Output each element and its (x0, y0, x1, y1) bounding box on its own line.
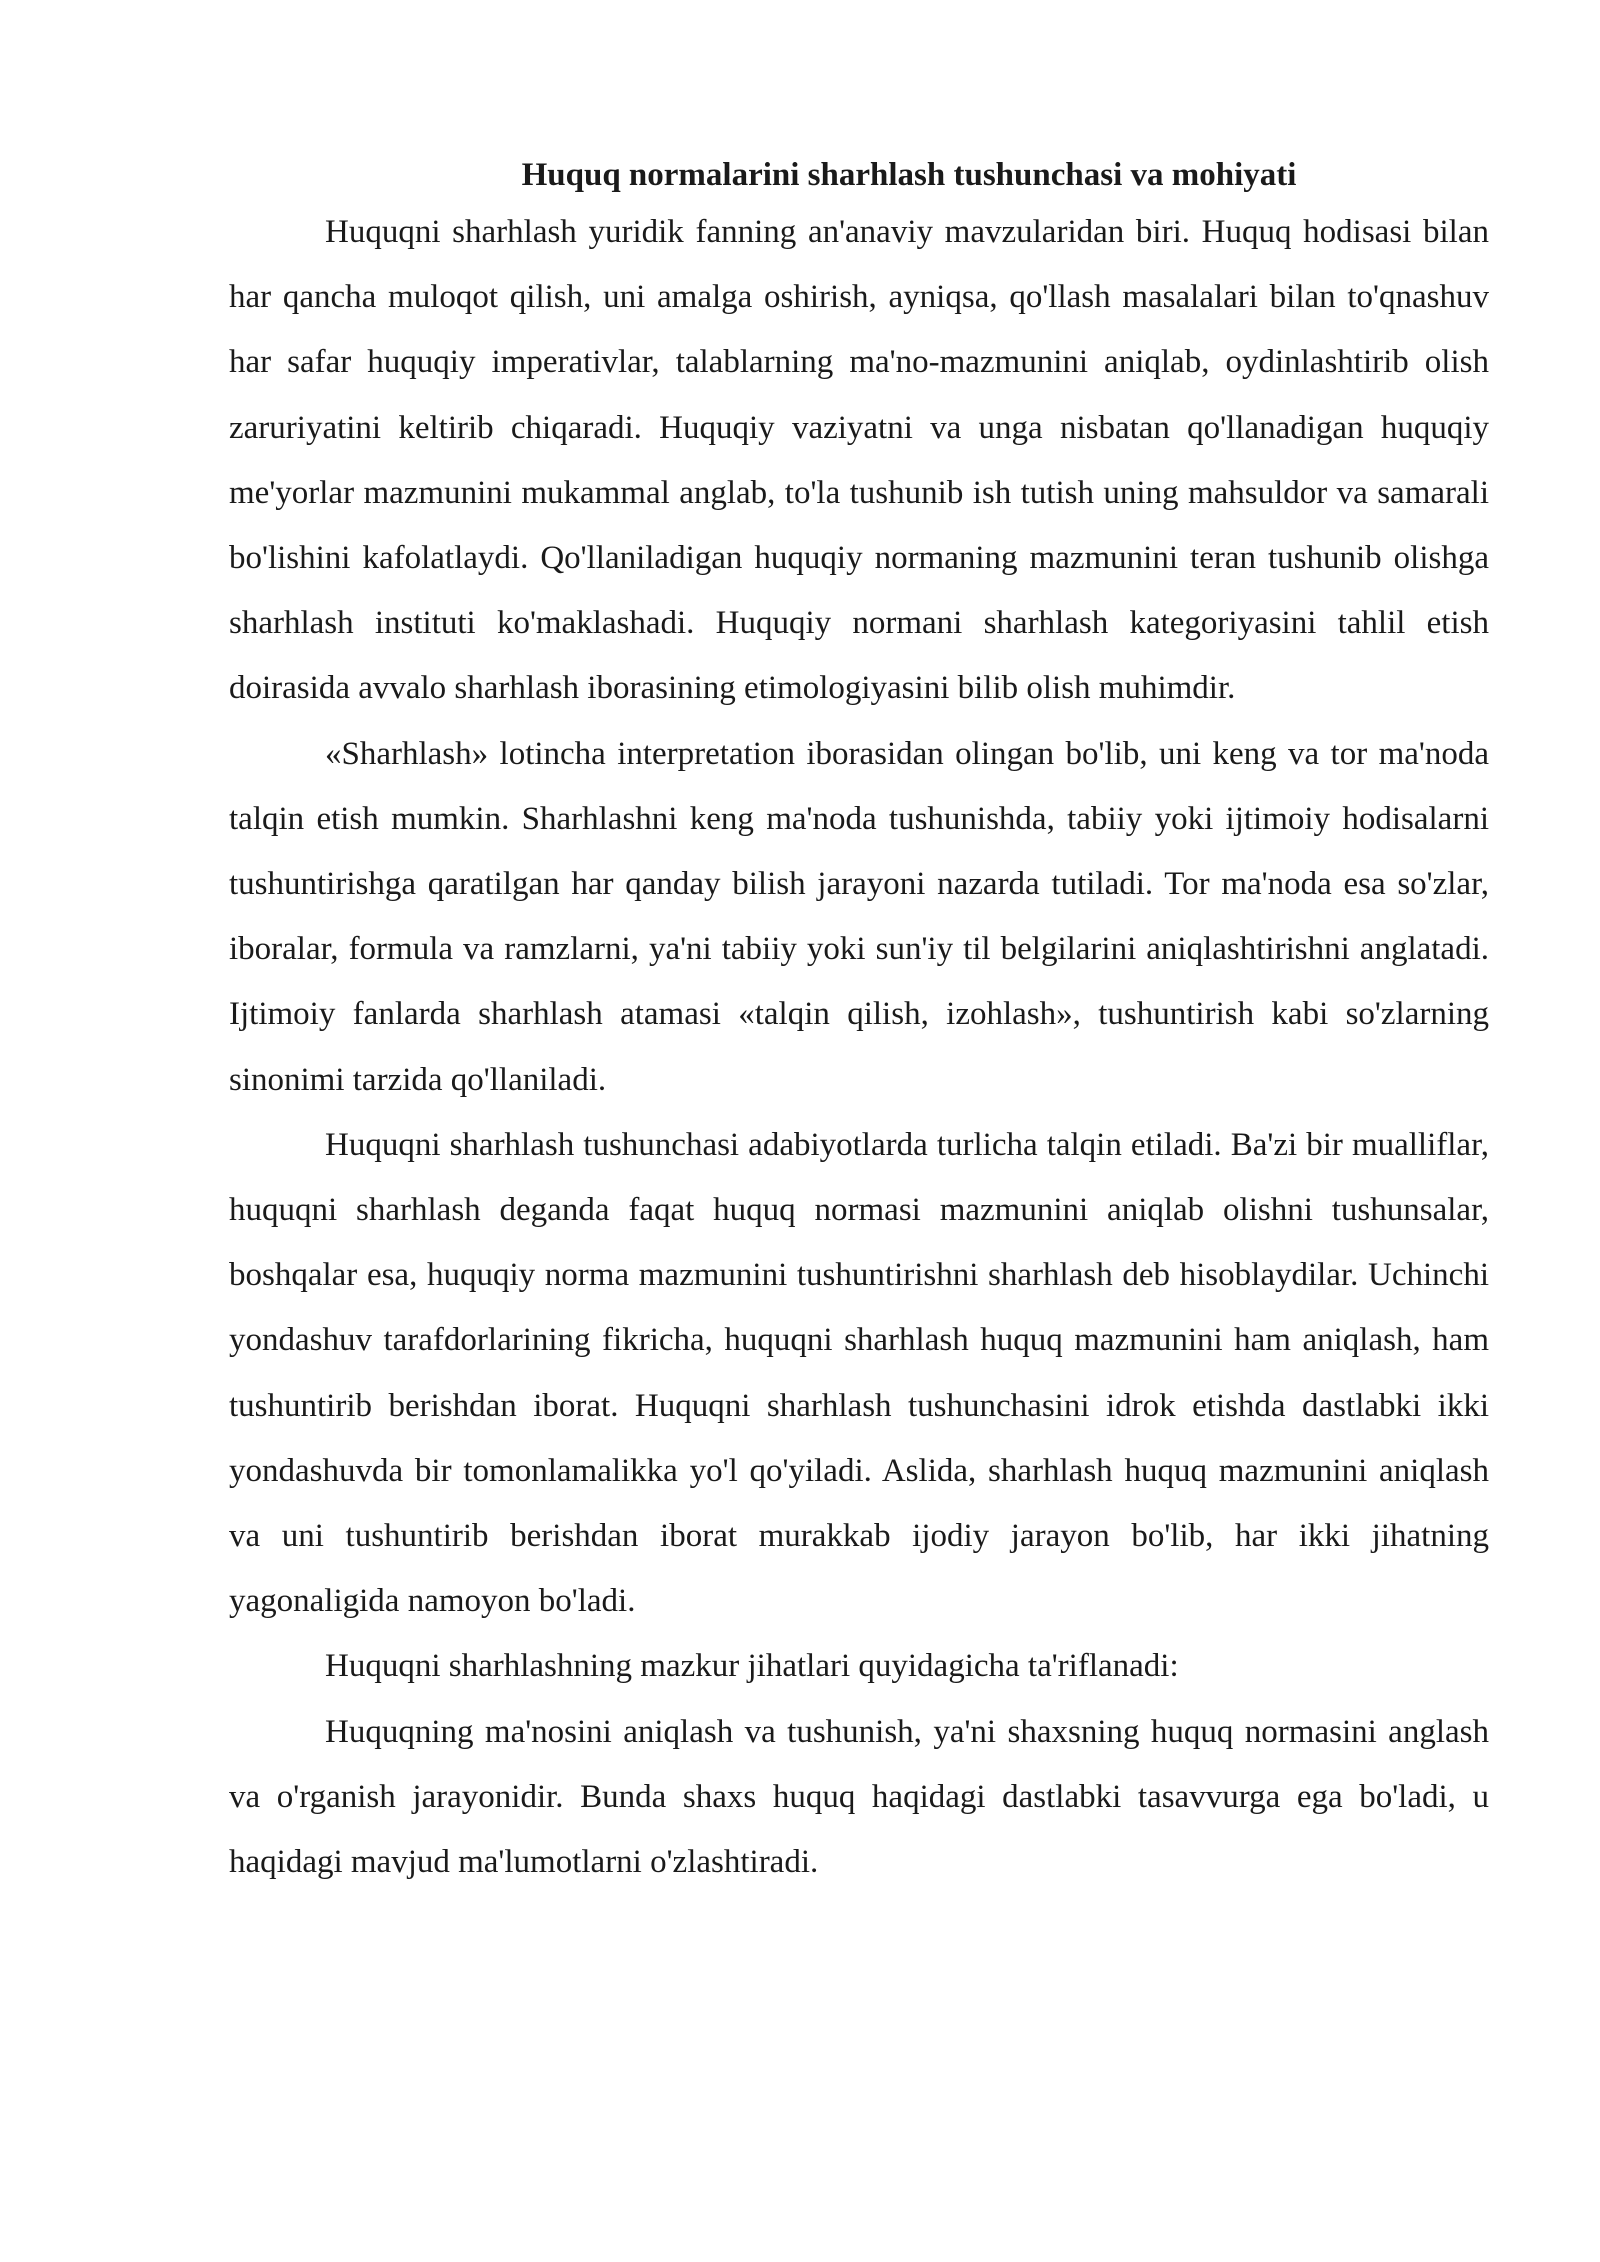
paragraph-3: Huquqni sharhlash tushunchasi adabiyotlarda turlicha talqin etiladi. Ba'zi bir mualliflar, huquqni sharhlash deganda faqat huquq normasi mazmunini aniqlab olishni tushunsalar, boshqalar esa, huquqiy norma mazmunini tushuntirishni sharhlash deb hisoblaydilar. Uchinchi yondashuv tarafdorlarining fikricha, huquqni sharhlash huquq mazmunini ham aniqlash, ham tushuntirib berishdan iborat. Huquqni sharhlash tushunchasini idrok etishda dastlabki ikki yondashuvda bir tomonlamalikka yo'l qo'yiladi. Aslida, sharhlash huquq mazmunini aniqlash va uni tushuntirib berishdan iborat murakkab ijodiy jarayon bo'lib, har ikki jihatning yagonaligida namoyon bo'ladi. (229, 1126, 1489, 1620)
paragraph-4: Huquqni sharhlashning mazkur jihatlari quyidagicha ta'riflanadi: (325, 1648, 1179, 1685)
paragraph-5: Huquqning ma'nosini aniqlash va tushunish, ya'ni shaxsning huquq normasini anglash va o'rganish jarayonidir. Bunda shaxs huquq haqidagi dastlabki tasavvurga ega bo'ladi, u haqidagi mavjud ma'lumotlarni o'zlashtiradi. (229, 1713, 1489, 1881)
document-title: Huquq normalarini sharhlash tushunchasi va mohiyati (521, 157, 1297, 193)
document-page (229, 150, 1489, 1895)
paragraph-1: Huquqni sharhlash yuridik fanning an'anaviy mavzularidan biri. Huquq hodisasi bilan har qancha muloqot qilish, uni amalga oshirish, ayniqsa, qo'llash masalalari bilan to'qnashuv har safar huquqiy imperativlar, talablarning ma'no-mazmunini aniqlab, oydinlashtirib olish zaruriyatini keltirib chiqaradi. Huquqiy vaziyatni va unga nisbatan qo'llanadigan huquqiy me'yorlar mazmunini mukammal anglab, to'la tushunib ish tutish uning mahsuldor va samarali bo'lishini kafolatlaydi. Qo'llaniladigan huquqiy normaning mazmunini teran tushunib olishga sharhlash instituti ko'maklashadi. Huquqiy normani sharhlash kategoriyasini tahlil etish doirasida avvalo sharhlash iborasining etimologiyasini bilib olish muhimdir. (229, 214, 1489, 707)
paragraph-2: «Sharhlash» lotincha interpretation iborasidan olingan bo'lib, uni keng va tor ma'noda talqin etish mumkin. Sharhlashni keng ma'noda tushunishda, tabiiy yoki ijtimoiy hodisalarni tushuntirishga qaratilgan har qanday bilish jarayoni nazarda tutiladi. Tor ma'noda esa so'zlar, iboralar, formula va ramzlarni, ya'ni tabiiy yoki sun'iy til belgilarini aniqlashtirishni anglatadi. Ijtimoiy fanlarda sharhlash atamasi «talqin qilish, izohlash», tushuntirish kabi so'zlarning sinonimi tarzida qo'llaniladi. (229, 735, 1489, 1098)
